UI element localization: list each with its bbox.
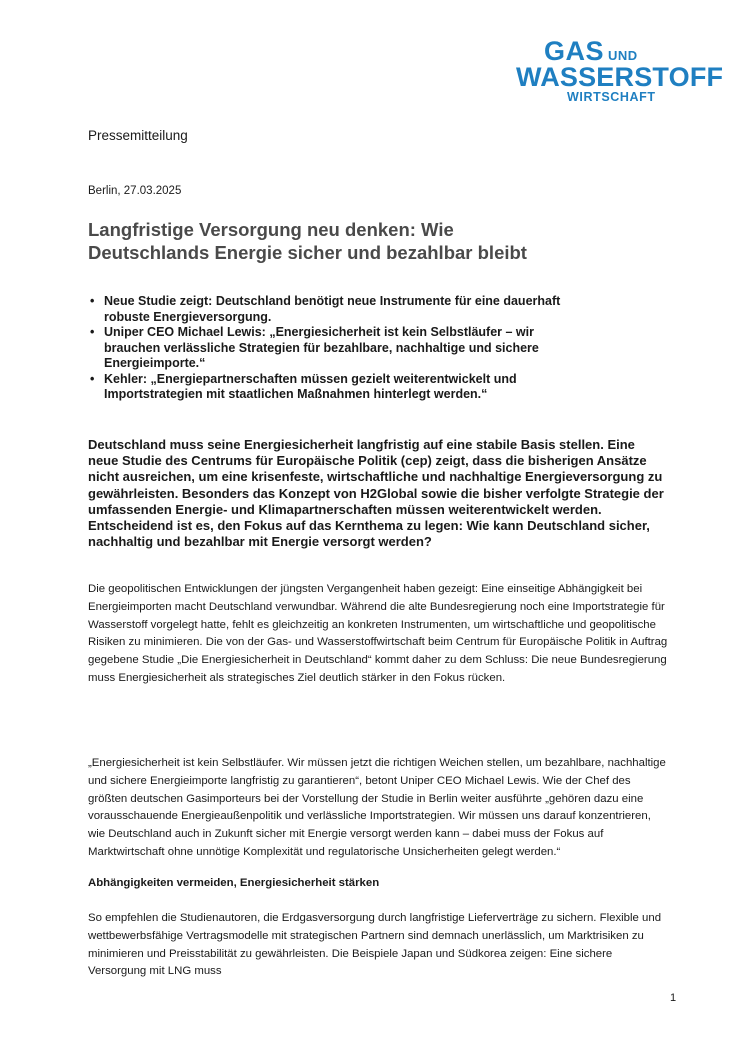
summary-bullet [88, 325, 588, 372]
bullet-icon: • [90, 325, 95, 339]
summary-bullet-text: Neue Studie zeigt: Deutschland benötigt neue Instrumente für eine dauerhaft robuste Energieversorgung. [104, 294, 561, 324]
summary-bullet-text: Uniper CEO Michael Lewis: „Energiesicherheit ist kein Selbstläufer – wir brauchen verlässliche Strategien für bezahlbare, nachhaltige und sichere Energieimporte.“ [104, 325, 539, 370]
section-subheading: Abhängigkeiten vermeiden, Energiesicherheit stärken [88, 877, 380, 889]
company-logo [516, 36, 724, 104]
logo-text-gas: GAS [544, 36, 605, 66]
bullet-icon: • [90, 371, 95, 386]
body-paragraph: Die geopolitischen Entwicklungen der jüngsten Vergangenheit haben gezeigt: Eine einseitige Abhängigkeit bei Energieimporten macht Deutschland verwundbar. Während die alte Bundesregierung noch eine Importstrategie für Wasserstoff vorgelegt hatte, fehlt es gleichzeitig an konkreten Instrumenten, um wirtschaftliche und geopolitische Risiken zu minimieren. Die von der Gas- und Wasserstoffwirtschaft beim Centrum für Europäische Politik in Auftrag gegebene Studie „Die Energiesicherheit in Deutschland“ kommt daher zu dem Schluss: Die neue Bundesregierung muss Energiesicherheit als strategisches Ziel deutlich stärker in den Fokus rücken. [88, 583, 668, 684]
bullet-icon: • [90, 294, 95, 308]
logo-text-und: UND [608, 48, 638, 63]
logo-text-wasserstoff: WASSERSTOFF [516, 62, 724, 92]
body-paragraph-quote: „Energiesicherheit ist kein Selbstläufer. Wir müssen jetzt die richtigen Weichen stellen, um bezahlbare, nachhaltige und sichere Energieimporte langfristig zu garantieren“, betont Uniper CEO Michael Lewis. Wie der Chef des größten deutschen Gasimporteurs bei der Vorstellung der Studie in Berlin weiter ausführte „gehören dazu eine vorausschauende Energieaußenpolitik und verlässliche Importstrategien. Wir müssen uns darauf konzentrieren, wie Deutschland auch in Zukunft sicher mit Energie versorgt werden kann – dabei muss der Fokus auf Marktwirtschaft ohne unnötige Komplexität und regulatorische Unsicherheiten gelegt werden.“ [88, 757, 666, 858]
headline: Langfristige Versorgung neu denken: Wie Deutschlands Energie sicher und bezahlbar bleibt [88, 219, 527, 263]
date-line: Berlin, 27.03.2025 [88, 185, 182, 197]
body-paragraph-last: So empfehlen die Studienautoren, die Erdgasversorgung durch langfristige Lieferverträge zu sichern. Flexible und wettbewerbsfähige Vertragsmodelle mit strategischen Partnern sind demnach unerlässlich, um Marktrisiken zu minimieren und Preisstabilität zu gewährleisten. Die Beispiele Japan und Südkorea zeigen: Eine sichere Versorgung mit LNG muss [88, 912, 662, 978]
page-number: 1 [670, 992, 677, 1004]
logo-text-wirtschaft: WIRTSCHAFT [567, 90, 656, 104]
summary-bullet-list [88, 294, 588, 403]
summary-bullet [88, 372, 588, 403]
document-type: Pressemitteilung [88, 128, 188, 143]
summary-bullet [88, 294, 588, 325]
lead-paragraph: Deutschland muss seine Energiesicherheit langfristig auf eine stabile Basis stellen. Eine neue Studie des Centrums für Europäische Politik (cep) zeigt, dass die bisherigen Ansätze nicht ausreichen, um eine krisenfeste, wirtschaftliche und nachhaltige Energieversorgung zu gewährleisten. Besonders das Konzept von H2Global sowie die bisher verfolgte Strategie der umfassenden Energie- und Klimapartnerschaften müssen weiterentwickelt werden. Entscheidend ist es, den Fokus auf das Kernthema zu legen: Wie kann Deutschland sicher, nachhaltig und bezahlbar mit Energie versorgt werden? [88, 437, 664, 550]
logo-row-gas [516, 38, 706, 65]
summary-bullet-text: Kehler: „Energiepartnerschaften müssen gezielt weiterentwickelt und Importstrategien mit staatlichen Maßnahmen hinterlegt werden.“ [104, 371, 517, 401]
